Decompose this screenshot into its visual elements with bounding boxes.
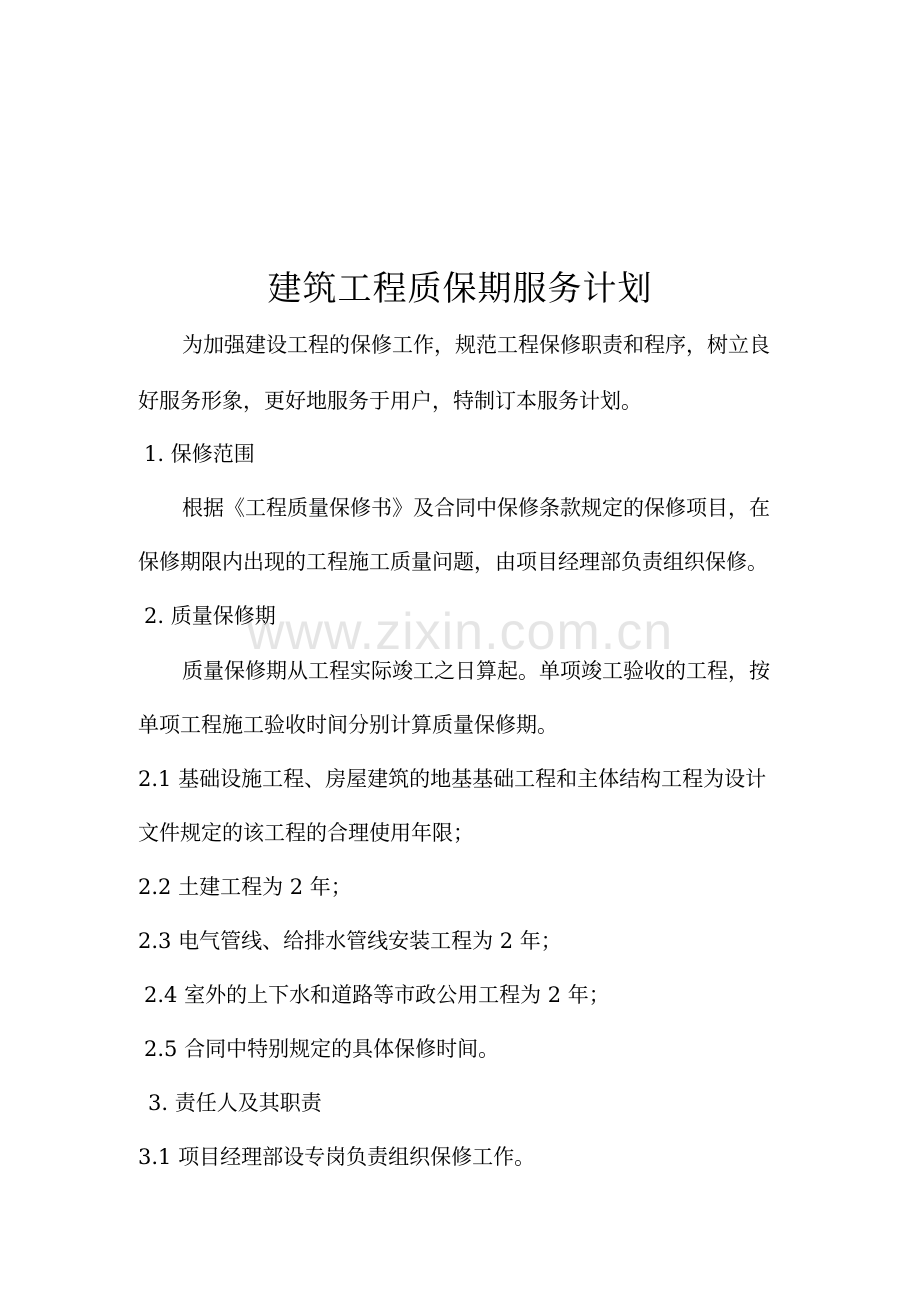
list-item: 2.3 电气管线、给排水管线安装工程为 2 年； [138,929,562,953]
list-item: 2.2 土建工程为 2 年； [138,875,352,899]
list-item: 2.5 合同中特别规定的具体保修时间。 [144,1037,500,1061]
section-heading: 2. 质量保修期 [144,604,276,628]
document-title: 建筑工程质保期服务计划 [267,269,653,309]
paragraph-line: 单项工程施工验收时间分别计算质量保修期。 [138,713,558,737]
paragraph-line: 保修期限内出现的工程施工质量问题，由项目经理部负责组织保修。 [138,550,768,574]
section-heading: 3. 责任人及其职责 [148,1091,322,1115]
list-item: 3.1 项目经理部设专岗负责组织保修工作。 [138,1145,536,1169]
paragraph-line: 好服务形象，更好地服务于用户，特制订本服务计划。 [138,389,642,413]
watermark: www.zixin.com.cn [246,603,674,661]
paragraph-line: 文件规定的该工程的合理使用年限； [138,821,474,845]
paragraph-line: 根据《工程质量保修书》及合同中保修条款规定的保修项目，在 [182,496,770,520]
paragraph-line: 质量保修期从工程实际竣工之日算起。单项竣工验收的工程，按 [182,659,770,683]
section-heading: 1. 保修范围 [144,442,255,466]
paragraph-line: 为加强建设工程的保修工作，规范工程保修职责和程序，树立良 [182,333,770,357]
list-item: 2.1 基础设施工程、房屋建筑的地基基础工程和主体结构工程为设计 [138,767,767,791]
list-item: 2.4 室外的上下水和道路等市政公用工程为 2 年； [144,983,610,1007]
